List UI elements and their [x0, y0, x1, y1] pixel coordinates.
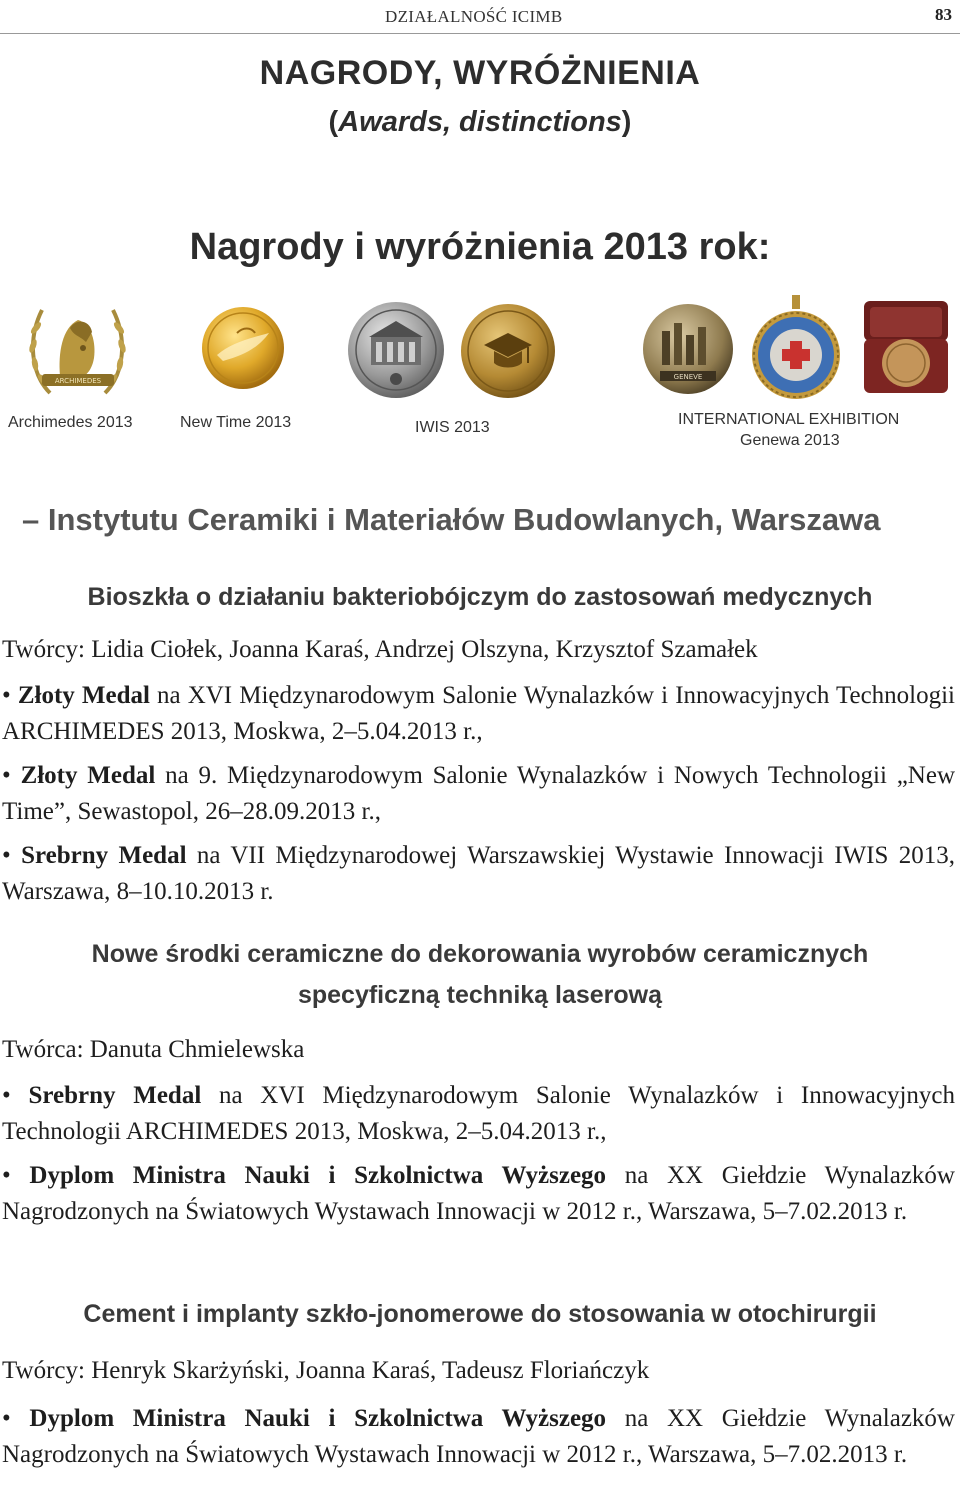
year-heading: Nagrody i wyróżnienia 2013 rok:: [189, 226, 771, 268]
geneve-ribbon-text: GENEVE: [673, 373, 703, 381]
section-1-award-2: [2, 758, 955, 830]
bullet: •: [2, 682, 11, 709]
award-name: Złoty Medal: [17, 682, 150, 709]
medals-strip: [0, 295, 960, 465]
section-3-title: Cement i implanty szkło-jonomerowe do stosowania w otochirurgii: [83, 1300, 877, 1328]
section-2-award-2: [2, 1158, 955, 1230]
award-name: Dyplom Ministra Nauki i Szkolnictwa Wyższego: [29, 1405, 607, 1432]
caption-iwis: IWIS 2013: [415, 419, 490, 436]
bullet: •: [2, 762, 11, 789]
section-1-award-1: [2, 678, 955, 750]
section-2-title-line2: specyficzną techniką laserową: [297, 981, 663, 1009]
award-text: na XVI Międzynarodowym Salonie Wynalazków i Innowacyjnych Technologii ARCHIMEDES 2013, Moskwa, 2–5.04.2013 r.,: [2, 682, 956, 745]
bullet: •: [2, 1405, 11, 1432]
section-2-award-1: [2, 1078, 955, 1150]
section-1-award-3: [2, 838, 955, 910]
award-name: Złoty Medal: [20, 762, 156, 789]
section-1-title: Bioszkła o działaniu bakteriobójczym do zastosowań medycznych: [87, 583, 873, 611]
geneva-medal-image: [640, 301, 736, 397]
running-head: [0, 5, 960, 31]
award-text: na 9. Międzynarodowym Salonie Wynalazków i Nowych Technologii „New Time”, Sewastopol, 26–28.09.2013 r.,: [2, 762, 956, 825]
bullet: •: [2, 1162, 11, 1189]
award-name: Srebrny Medal: [28, 1082, 202, 1109]
bullet: •: [2, 1082, 11, 1109]
award-text: na XX Giełdzie Wynalazków Nagrodzonych na Światowych Wystawach Innowacji w 2012 r., Warszawa, 5–7.02.2013 r.: [2, 1162, 955, 1225]
header-rule: [0, 33, 960, 34]
page-number: 83: [935, 5, 952, 24]
award-name: Srebrny Medal: [21, 842, 187, 869]
award-text: na XX Giełdzie Wynalazków Nagrodzonych na Światowych Wystawach Innowacji w 2012 r., Warszawa, 5–7.02.2013 r.: [2, 1405, 955, 1468]
archimedes-medal-image: [20, 298, 135, 403]
section-2-authors: Twórca: Danuta Chmielewska: [2, 1036, 305, 1063]
iwis-gold-medal-image: [458, 301, 558, 401]
bullet: •: [2, 842, 11, 869]
page-subtitle: (Awards, distinctions): [328, 106, 632, 138]
archimedes-ribbon-text: ARCHIMEDES: [54, 377, 102, 385]
section-3-authors: Twórcy: Henryk Skarżyński, Joanna Karaś, Tadeusz Floriańczyk: [2, 1357, 650, 1384]
section-2-title-line1: Nowe środki ceramiczne do dekorowania wyrobów ceramicznych: [91, 940, 869, 968]
geneva-ribbon-medal-image: [742, 295, 850, 403]
running-title: DZIAŁALNOŚĆ ICIMB: [385, 7, 563, 26]
award-text: na XVI Międzynarodowym Salonie Wynalazków i Innowacyjnych Technologii ARCHIMEDES 2013, Moskwa, 2–5.04.2013 r.,: [2, 1082, 955, 1145]
award-text: na VII Międzynarodowej Warszawskiej Wystawie Innowacji IWIS 2013, Warszawa, 8–10.10.2013 r.: [2, 842, 955, 905]
iwis-silver-medal-image: [345, 299, 447, 401]
institute-heading: – Instytutu Ceramiki i Materiałów Budowlanych, Warszawa: [22, 502, 881, 537]
section-1-authors: Twórcy: Lidia Ciołek, Joanna Karaś, Andrzej Olszyna, Krzysztof Szamałek: [2, 636, 758, 663]
caption-geneva-line1: INTERNATIONAL EXHIBITION: [678, 411, 900, 428]
section-3-award-1: [2, 1401, 955, 1473]
caption-archimedes: Archimedes 2013: [8, 414, 133, 431]
caption-new-time: New Time 2013: [180, 414, 292, 431]
geneva-boxed-medal-image: [862, 299, 950, 395]
caption-geneva-line2: Genewa 2013: [740, 432, 840, 449]
subtitle-english: Awards, distinctions: [338, 106, 622, 138]
new-time-medal-image: [193, 303, 293, 393]
page-title: NAGRODY, WYRÓŻNIENIA: [259, 54, 701, 92]
award-name: Dyplom Ministra Nauki i Szkolnictwa Wyższego: [29, 1162, 607, 1189]
